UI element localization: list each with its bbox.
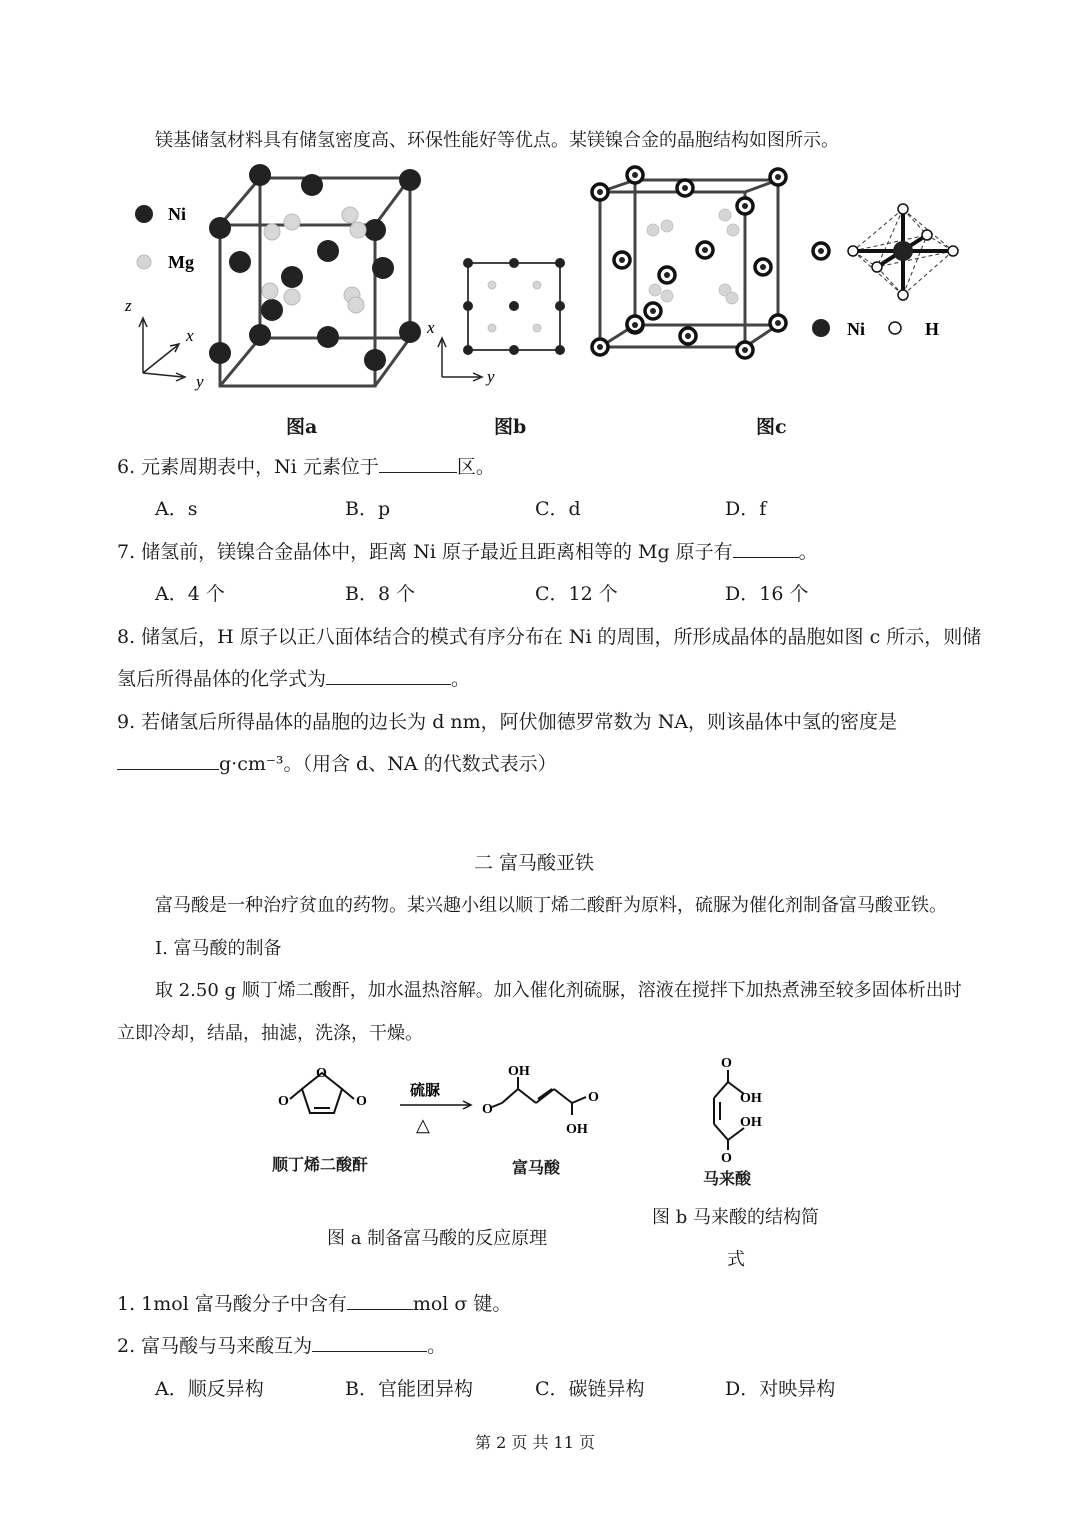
- ni-atoms-a: [209, 164, 421, 371]
- reagent-label: 硫脲: [410, 1083, 441, 1099]
- maleic-o-top: O: [721, 1056, 732, 1071]
- q7-option-b[interactable]: B．8 个: [345, 583, 416, 605]
- figure-b-projection: [425, 250, 575, 390]
- q7-option-a[interactable]: A．4 个: [155, 583, 225, 605]
- reactant-name: 顺丁烯二酸酐: [272, 1155, 369, 1174]
- ni-legend2-dot: [812, 319, 830, 337]
- question-9-line2: [117, 749, 557, 776]
- q9-answer-blank[interactable]: [117, 768, 219, 770]
- maleic-oh-top: OH: [740, 1091, 762, 1106]
- anhydride-o-left: O: [278, 1094, 289, 1109]
- fumaric-acid-structure: [492, 1077, 586, 1115]
- procedure-line2: 立即冷却，结晶，抽滤，洗涤，干燥。: [117, 1023, 423, 1044]
- nih6-octahedron: [805, 195, 975, 345]
- p2q2-stem: 2. 富马酸与马来酸互为: [117, 1335, 313, 1357]
- p2q1-stem-end: mol σ 键。: [412, 1293, 512, 1315]
- fig-a-label: 图a: [286, 416, 318, 438]
- question-8-line2: [117, 664, 470, 691]
- legend-a: [128, 198, 208, 278]
- fumaric-oh-top: OH: [508, 1064, 530, 1079]
- part2-question-2: [117, 1331, 446, 1358]
- axis-y-label: y: [196, 372, 204, 391]
- question-7: [117, 537, 818, 564]
- anhydride-o-right: O: [356, 1094, 367, 1109]
- p2q2-option-d[interactable]: D．对映异构: [725, 1378, 836, 1400]
- q8-line1: 8. 储氢后，H 原子以正八面体结合的模式有序分布在 Ni 的周围，所形成晶体的晶胞如图 c 所示，则储: [117, 626, 982, 648]
- maleic-o-bottom: O: [721, 1151, 732, 1165]
- p2q2-option-a[interactable]: A．顺反异构: [155, 1378, 264, 1400]
- axis-z-label: z: [125, 296, 132, 315]
- caption-b-line1: 图 b 马来酸的结构简: [652, 1207, 819, 1228]
- mg-atoms-a: [262, 207, 366, 313]
- legend2-h-label: H: [925, 319, 940, 339]
- p2q2-stem-end: 。: [427, 1335, 447, 1357]
- page-footer: 第 2 页 共 11 页: [475, 1433, 595, 1452]
- q7-answer-blank[interactable]: [733, 556, 799, 558]
- q6-option-a[interactable]: A．s: [155, 498, 198, 520]
- maleic-oh-bottom: OH: [740, 1115, 762, 1130]
- q6-option-b[interactable]: B．p: [345, 498, 391, 520]
- fig-c-label: 图c: [756, 416, 787, 438]
- mg-legend-dot: [137, 255, 151, 269]
- p2q2-answer-blank[interactable]: [312, 1350, 427, 1352]
- maleic-acid-structure: [690, 1050, 780, 1165]
- q6-option-d[interactable]: D．f: [725, 498, 767, 520]
- part2-question-1: [117, 1289, 511, 1316]
- axis-x-label: x: [186, 326, 194, 345]
- q9-stem-end: g·cm⁻³。（用含 d、NA 的代数式表示）: [219, 753, 557, 775]
- intro-text: 镁基储氢材料具有储氢密度高、环保性能好等优点。某镁镍合金的晶胞结构如图所示。: [155, 130, 839, 151]
- section-2-title: 二 富马酸亚铁: [474, 852, 595, 874]
- p2q1-stem: 1. 1mol 富马酸分子中含有: [117, 1293, 347, 1315]
- caption-b-line2: 式: [727, 1249, 745, 1270]
- q6-stem-end: 区。: [456, 456, 495, 478]
- q9-line1: 9. 若储氢后所得晶体的晶胞的边长为 d nm，阿伏伽德罗常数为 NA，则该晶体中氢的密度是: [117, 711, 898, 733]
- question-6: [117, 452, 495, 479]
- q6-option-c[interactable]: C．d: [535, 498, 581, 520]
- fumaric-oh-bottom: OH: [566, 1122, 588, 1137]
- figb-axis-x: x: [427, 318, 435, 337]
- procedure-line1: 取 2.50 g 顺丁烯二酸酐，加水温热溶解。加入催化剂硫脲，溶液在搅拌下加热煮沸至较多固体析出时: [155, 980, 962, 1001]
- q6-answer-blank[interactable]: [379, 471, 457, 473]
- legend2-ni-label: Ni: [847, 319, 865, 339]
- maleic-name: 马来酸: [703, 1169, 752, 1188]
- fig-b-label: 图b: [494, 416, 527, 438]
- q7-option-d[interactable]: D．16 个: [725, 583, 809, 605]
- part2-intro: 富马酸是一种治疗贫血的药物。某兴趣小组以顺丁烯二酸酐为原料，硫脲为催化剂制备富马酸亚铁。: [155, 895, 947, 916]
- p2q2-option-c[interactable]: C．碳链异构: [535, 1378, 645, 1400]
- q6-stem: 6. 元素周期表中，Ni 元素位于: [117, 456, 379, 478]
- figure-c-unit-cell: [585, 160, 805, 380]
- h-legend-dot: [889, 322, 901, 334]
- q7-option-c[interactable]: C．12 个: [535, 583, 618, 605]
- p2q2-option-b[interactable]: B．官能团异构: [345, 1378, 473, 1400]
- q8-stem-end: 。: [451, 668, 471, 690]
- figb-axis-y: y: [487, 367, 495, 386]
- legend-ni-label: Ni: [168, 204, 186, 224]
- q7-stem-end: 。: [798, 541, 818, 563]
- heat-symbol: △: [416, 1115, 430, 1135]
- q7-stem: 7. 储氢前，镁镍合金晶体中，距离 Ni 原子最近且距离相等的 Mg 原子有: [117, 541, 733, 563]
- anhydride-o-ring: O: [316, 1066, 327, 1081]
- fumaric-o-right: O: [588, 1090, 599, 1105]
- q8-stem: 氢后所得晶体的化学式为: [117, 668, 327, 690]
- p2q1-answer-blank[interactable]: [347, 1308, 413, 1310]
- product-name: 富马酸: [512, 1158, 561, 1177]
- fumaric-o-left: O: [482, 1102, 493, 1117]
- ni-legend-dot: [135, 205, 153, 223]
- legend-mg-label: Mg: [168, 252, 194, 272]
- q8-answer-blank[interactable]: [326, 683, 451, 685]
- caption-a: 图 a 制备富马酸的反应原理: [327, 1228, 548, 1249]
- part2-subheading: I. 富马酸的制备: [155, 938, 282, 959]
